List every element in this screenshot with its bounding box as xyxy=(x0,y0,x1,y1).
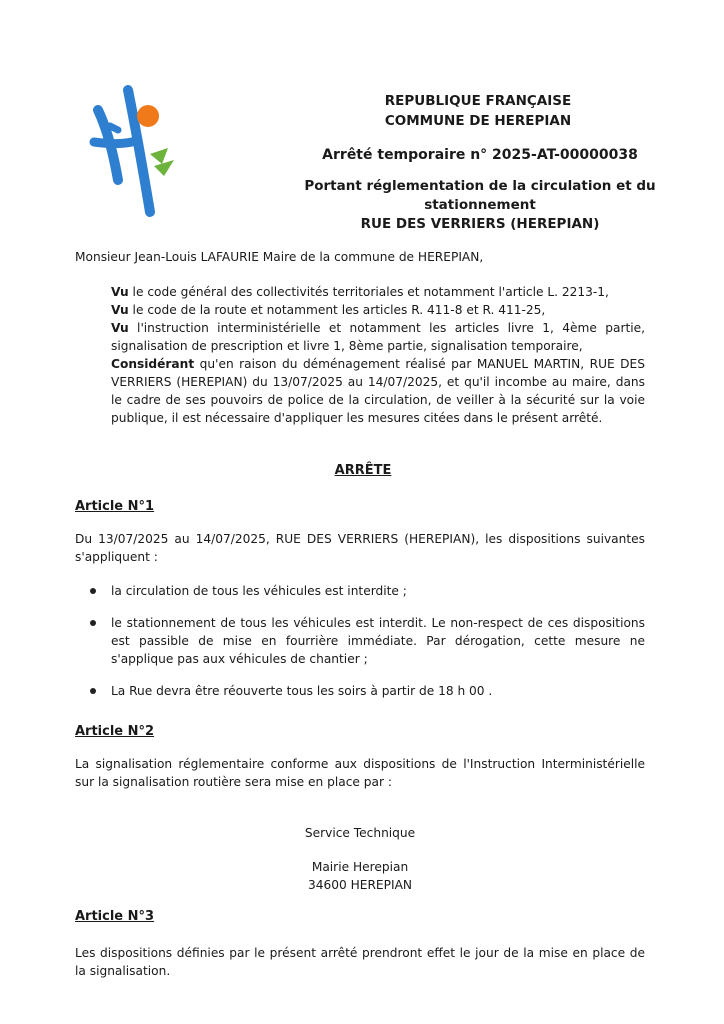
list-item: la circulation de tous les véhicules est interdite ; xyxy=(90,582,645,600)
visa-line: Vu le code général des collectivités territoriales et notamment l'article L. 2213-1, xyxy=(111,285,609,299)
bullet-icon xyxy=(90,688,96,694)
bullet-icon xyxy=(90,620,96,626)
visa-keyword: Vu xyxy=(111,321,129,335)
subject-line-2: stationnement xyxy=(424,197,536,213)
list-item: La Rue devra être réouverte tous les soirs à partir de 18 h 00 . xyxy=(90,682,645,700)
article-2-title: Article N°2 xyxy=(75,724,155,739)
commune-logo xyxy=(88,80,188,220)
visas-block xyxy=(111,283,645,427)
visa-keyword: Vu xyxy=(111,303,129,317)
arrete-number: Arrêté temporaire n° 2025-AT-00000038 xyxy=(322,147,638,163)
subject-line-1: Portant réglementation de la circulation et du xyxy=(304,178,656,194)
arrete-subject xyxy=(290,177,670,234)
article-2-text: La signalisation réglementaire conforme aux dispositions de l'Instruction Interministérielle sur la signalisation routière sera mise en place par : xyxy=(75,757,645,789)
commune-heading: COMMUNE DE HEREPIAN xyxy=(384,113,572,129)
subject-line-3: RUE DES VERRIERS (HEREPIAN) xyxy=(360,216,600,232)
service-technique: Service Technique xyxy=(304,826,416,840)
article-3-title: Article N°3 xyxy=(75,909,155,924)
arrete-title: ARRÊTE xyxy=(334,463,392,478)
intro-paragraph: Monsieur Jean-Louis LAFAURIE Maire de la commune de HEREPIAN, xyxy=(75,250,484,264)
visa-line: Vu l'instruction interministérielle et notamment les articles livre 1, 4ème partie, signalisation de prescription et livre 1, 8ème partie, signalisation temporaire, xyxy=(111,321,645,353)
article-3-text: Les dispositions définies par le présent arrêté prendront effet le jour de la mise en place de la signalisation. xyxy=(75,946,645,978)
mairie-address: 34600 HEREPIAN xyxy=(307,878,413,892)
mairie-name: Mairie Herepian xyxy=(311,860,409,874)
visa-keyword: Vu xyxy=(111,285,129,299)
article-1-bullet-list xyxy=(90,582,645,714)
visa-line: Vu le code de la route et notamment les articles R. 411-8 et R. 411-25, xyxy=(111,303,546,317)
article-1-text: Du 13/07/2025 au 14/07/2025, RUE DES VERRIERS (HEREPIAN), les dispositions suivantes s'appliquent : xyxy=(75,532,645,564)
considerant-line: Considérant qu'en raison du déménagement réalisé par MANUEL MARTIN, RUE DES VERRIERS (HEREPIAN) du 13/07/2025 au 14/07/2025, et qu'il incombe au maire, dans le cadre de ses pouvoirs de police de la circulation, de veiller à la sécurité sur la voie publique, il est nécessaire d'appliquer les mesures citées dans le présent arrêté. xyxy=(111,357,645,425)
list-item: le stationnement de tous les véhicules est interdit. Le non-respect de ces dispositions est passible de mise en fourrière immédiate. Par dérogation, cette mesure ne s'applique pas aux véhicules de chantier ; xyxy=(90,614,645,668)
bullet-icon xyxy=(90,588,96,594)
republique-heading: REPUBLIQUE FRANÇAISE xyxy=(384,93,572,109)
considerant-keyword: Considérant xyxy=(111,357,195,371)
article-1-title: Article N°1 xyxy=(75,499,155,514)
